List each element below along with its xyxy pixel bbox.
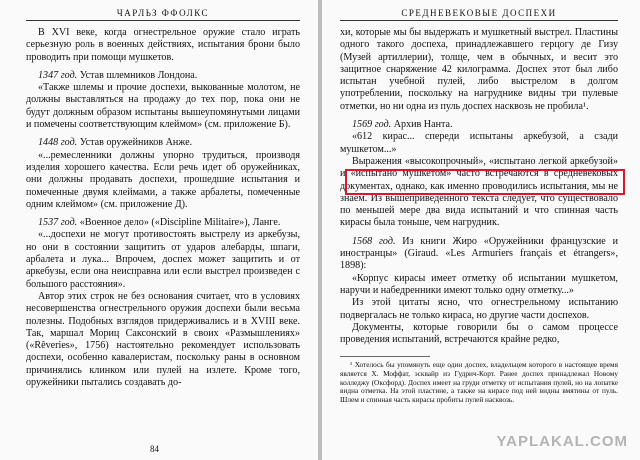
paragraph-text: Устав шлемников Лондона. [79, 69, 198, 81]
paragraph-text: Из книги Жиро «Оружейники французские и иностранцы» (Giraud. «Les Armuriers français et étrangers», 1898): [340, 235, 618, 272]
footnote-rule [340, 356, 430, 357]
left-page [0, 0, 318, 460]
footnote: ¹ Хотелось бы упомянуть еще один доспех, владельцем которого в настоящее время является Х. Моффат, эсквайр из Гудрич-Корт. Ранее доспех принадлежал Новому колледжу (Оксфорд). Доспех имеет на груди отметку от испытания пулей, но на лопатке видна отметка. На этой пластине, а также на кирасе под ней видны вмятины от пуль. Шлем и спинная часть кирасы пробиты пулей насквозь. [340, 360, 618, 404]
paragraph-text: Архив Нанта. [393, 119, 453, 131]
left-page-header: ЧАРЛЬЗ ФФОЛКС [26, 8, 300, 21]
quote: «Также шлемы и прочие доспехи, выкованные молотом, не должны выставляться на продажу до тех пор, пока они не будут должным образом испытаны вышеупомянутыми лицами и помечены соответствующим клеймом» (см. приложение Б). [26, 82, 300, 131]
highlight-box [345, 169, 625, 195]
paragraph [26, 70, 300, 82]
watermark: YAPLAKAL.COM [496, 433, 628, 450]
quote: «Корпус кирасы имеет отметку об испытании мушкетом, наручи и набедренники имеют только одну отметку...» [340, 272, 618, 296]
paragraph: В XVI веке, когда огнестрельное оружие стало играть серьезную роль в военных действиях, испытания брони было проводить при помощи мушкетов. [26, 27, 300, 63]
year-label: 1448 год. [38, 137, 78, 149]
paragraph: Выражения «высокопрочный», «испытано легкой аркебузой» и «испытано мушкетом» часто встречаются в средневековых документах, однако, как именно проводились испытания, мы не знаем. Из вышеприведенного текста следует, что существовало по меньшей мере два вида испытаний и что спинная часть кирасы была тоньше, чем нагрудник. [340, 155, 618, 229]
paragraph: Из этой цитаты ясно, что огнестрельному испытанию подвергалась не только кираса, но другие части доспехов. [340, 297, 618, 321]
quote: «...доспехи не могут противостоять выстрелу из аркебузы, но они в состоянии защитить от ударов алебарды, шпаги, арбалета и лука... Впрочем, доспех может защитить и от аркебузы, если она неисправна или если выстрел произведен с большого расстояния». [26, 229, 300, 290]
paragraph-text: «Военное дело» («Discipline Militaire»), Ланге. [79, 217, 281, 229]
year-label: 1537 год. [38, 217, 78, 229]
year-label: 1569 год. [352, 119, 392, 131]
paragraph [26, 217, 300, 229]
right-page-body [340, 27, 618, 404]
left-page-body [26, 27, 300, 389]
right-page-header: СРЕДНЕВЕКОВЫЕ ДОСПЕХИ [340, 8, 618, 21]
paragraph: Документы, которые говорили бы о самом процессе проведения испытаний, встречаются крайне редко, [340, 321, 618, 346]
paragraph [340, 236, 618, 273]
highlighted-quote: «612 кирас... спереди испытаны аркебузой, а сзади мушкетом...» [340, 131, 618, 155]
paragraph: хи, которые мы бы выдержать и мушкетный выстрел. Пластины одного такого доспеха, принадлежавшего герцогу де Гизу (Музей артиллерии), толще, чем в обычных, и весит это защитное снаряжение 42 килограмма. Доспех этот был либо испытан учебной пулей, либо выстрелом в долгом употреблении, поскольку на нагруднике видны три пулевые отметки, но ни одна из пуль доспех насквозь не пробила¹. [340, 27, 618, 112]
paragraph-text: Устав оружейников Анже. [79, 137, 193, 149]
year-label: 1347 год. [38, 69, 78, 81]
quote: «...ремесленники должны упорно трудиться, производя изделия хорошего качества. Если речь идет об оружейниках, они должны продавать доспехи, прошедшие испытания и помеченные двумя клеймами, а также арбалеты, помеченные одним клеймом» (см. приложение Д). [26, 149, 300, 210]
paragraph [340, 119, 618, 131]
paragraph: Автор этих строк не без основания считает, что в условиях несовершенства огнестрельного оружия доспехи были весьма полезны. Подобных взглядов придерживались и в XVIII веке. Так, маршал Мориц Саксонский в своих «Размышлениях» («Rêveries», 1756) настоятельно рекомендует использовать доспехи, особенно кавалеристам, поскольку раны в основном причинялись клинком или пулей на излете. Кроме того, оружейники пытались создавать до- [26, 290, 300, 389]
year-label: 1568 год. [352, 235, 396, 247]
page-number: 84 [150, 444, 159, 454]
right-page [322, 0, 640, 460]
paragraph [26, 137, 300, 149]
